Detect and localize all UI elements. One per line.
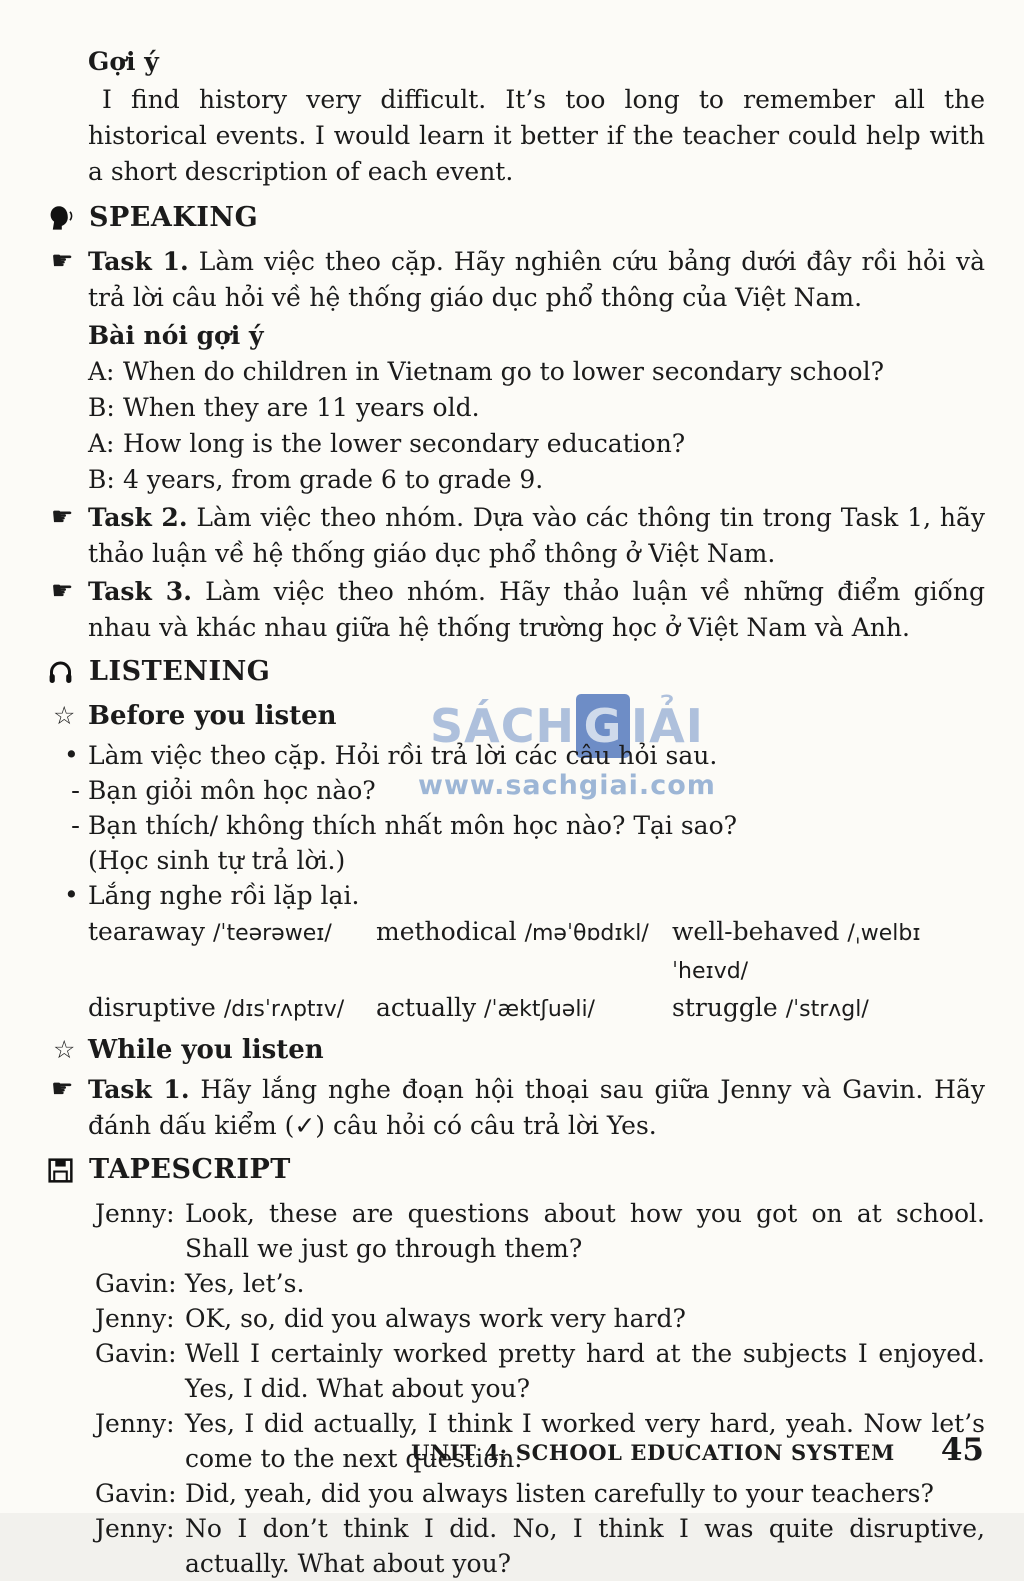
speaker-label: Gavin: [95, 1269, 177, 1298]
before-you-listen-label: Before you listen [88, 701, 337, 731]
bullet-item [64, 738, 985, 773]
bullet-icon: • [64, 740, 79, 769]
speech-text: Yes, I did actually, I think I worked very hard, yeah. Now let’s come to the next question. [185, 1409, 985, 1473]
sample-talk-heading: Bài nói gợi ý [88, 321, 264, 350]
watermark-boxed-letter: G [583, 699, 623, 753]
speaker-label: Jenny: [95, 1304, 175, 1333]
speaker-label: A: [88, 357, 115, 386]
vocab-ipa: /ˌwelbɪˈheɪvd/ [672, 921, 921, 984]
speaking-task-3 [51, 574, 986, 646]
watermark-text-left: SÁCH [430, 699, 576, 753]
vocab-word: methodical [376, 917, 517, 946]
sample-dialogue-line [88, 354, 985, 390]
page-footer [0, 1432, 984, 1468]
vocabulary-grid [88, 914, 985, 1028]
listening-title: LISTENING [89, 656, 271, 687]
speech-text: Yes, let’s. [185, 1269, 305, 1298]
dash-text: Bạn giỏi môn học nào? [88, 776, 376, 805]
before-you-listen-heading [53, 698, 985, 734]
speech-text: Well I certainly worked pretty hard at the subjects I enjoyed. Yes, I did. What about you? [185, 1339, 985, 1403]
note-text: (Học sinh tự trả lời.) [88, 846, 346, 875]
speaker-label: Jenny: [95, 1514, 175, 1543]
teacher-note [88, 843, 985, 878]
speaker-label: Gavin: [95, 1479, 177, 1508]
tapescript-line [95, 1266, 985, 1301]
bullet-text: Lắng nghe rồi lặp lại. [88, 881, 360, 910]
bullet-icon: • [64, 880, 79, 909]
speech-text: Did, yeah, did you always listen carefully to your teachers? [185, 1479, 934, 1508]
tapescript-line [95, 1301, 985, 1336]
task-text: Hãy lắng nghe đoạn hội thoại sau giữa Jenny và Gavin. Hãy đánh dấu kiểm (✓) câu hỏi có câu trả lời Yes. [88, 1075, 985, 1140]
vocab-ipa: /ˈteərəweɪ/ [212, 921, 332, 946]
task-label: Task 2. [88, 503, 188, 532]
speaker-label: Jenny: [95, 1199, 175, 1228]
task-label: Task 1. [88, 1075, 190, 1104]
vocab-entry [88, 914, 376, 990]
speaking-task-1 [51, 244, 986, 316]
speech-text: OK, so, did you always work very hard? [185, 1304, 686, 1333]
vocab-ipa: /ˈæktʃuəli/ [484, 997, 595, 1022]
speech-text: When they are 11 years old. [123, 393, 480, 422]
vocab-word: well-behaved [672, 917, 840, 946]
tapescript-title: TAPESCRIPT [89, 1154, 291, 1185]
watermark-text-right: IẢI [631, 699, 704, 753]
speaking-task-2 [51, 500, 986, 572]
speaking-head-icon [47, 205, 74, 232]
while-you-listen-heading [53, 1032, 985, 1068]
headphones-icon [47, 659, 74, 686]
tapescript-line [95, 1196, 985, 1266]
vocab-word: disruptive [88, 993, 216, 1022]
vocab-ipa: /dɪsˈrʌptɪv/ [223, 997, 345, 1022]
speech-text: No I don’t think I did. No, I think I was quite disruptive, actually. What about you? [185, 1514, 985, 1578]
vocab-ipa: /ˈstrʌgl/ [785, 997, 869, 1022]
task-text: Làm việc theo nhóm. Dựa vào các thông tin trong Task 1, hãy thảo luận về hệ thống giáo dục phổ thông ở Việt Nam. [88, 503, 986, 568]
vocab-word: actually [376, 993, 477, 1022]
tapescript-section-heading [47, 1152, 985, 1188]
listening-section-heading [47, 654, 985, 690]
star-icon: ☆ [53, 701, 76, 730]
tapescript-line [95, 1511, 985, 1581]
pointing-hand-icon: ☛ [51, 246, 74, 275]
tape-disk-icon [47, 1157, 74, 1184]
speaking-section-heading [47, 200, 985, 236]
dash-icon: - [71, 811, 81, 840]
sample-dialogue-line [88, 390, 985, 426]
tapescript-line [95, 1476, 985, 1511]
speaker-label: B: [88, 465, 115, 494]
speaking-title: SPEAKING [89, 202, 259, 233]
speech-text: How long is the lower secondary education? [123, 429, 686, 458]
footer-unit-title: UNIT 4: SCHOOL EDUCATION SYSTEM [411, 1440, 895, 1465]
sample-dialogue-line [88, 462, 985, 498]
goiy-heading: Gợi ý [88, 47, 159, 76]
bullet-item [64, 878, 985, 913]
watermark-url: www.sachgiai.com [418, 770, 716, 801]
speech-text: When do children in Vietnam go to lower secondary school? [123, 357, 885, 386]
listening-task-1 [51, 1072, 985, 1144]
sample-dialogue-line [88, 426, 985, 462]
pointing-hand-icon: ☛ [51, 576, 74, 605]
vocab-word: tearaway [88, 917, 206, 946]
dash-icon: - [71, 776, 81, 805]
speech-text: 4 years, from grade 6 to grade 9. [123, 465, 544, 494]
goiy-paragraph: I find history very difficult. It’s too long to remember all the historical events. I would learn it better if the teacher could help with a short description of each event. [88, 85, 985, 186]
pointing-hand-icon: ☛ [51, 502, 74, 531]
vocab-entry [88, 990, 376, 1028]
speech-text: Look, these are questions about how you got on at school. Shall we just go through them? [185, 1199, 985, 1263]
page-number: 45 [940, 1432, 984, 1468]
speaker-label: A: [88, 429, 115, 458]
dash-item [71, 773, 985, 808]
task-text: Làm việc theo cặp. Hãy nghiên cứu bảng dưới đây rồi hỏi và trả lời câu hỏi về hệ thống giáo dục phổ thông của Việt Nam. [88, 247, 986, 312]
vocab-word: struggle [672, 993, 778, 1022]
while-you-listen-label: While you listen [88, 1035, 324, 1065]
vocab-entry [672, 990, 985, 1028]
vocab-entry [672, 914, 985, 990]
dash-text: Bạn thích/ không thích nhất môn học nào? Tại sao? [88, 811, 738, 840]
speaker-label: Jenny: [95, 1409, 175, 1438]
vocab-entry [376, 914, 672, 990]
star-icon: ☆ [53, 1035, 76, 1064]
tapescript-line [95, 1336, 985, 1406]
speaker-label: B: [88, 393, 115, 422]
dash-item [71, 808, 985, 843]
task-label: Task 1. [88, 247, 189, 276]
bullet-text: Làm việc theo cặp. Hỏi rồi trả lời các câu hỏi sau. [88, 741, 718, 770]
task-text: Làm việc theo nhóm. Hãy thảo luận về những điểm giống nhau và khác nhau giữa hệ thống trường học ở Việt Nam và Anh. [88, 577, 986, 642]
tapescript-dialogue [95, 1196, 985, 1581]
vocab-ipa: /məˈθɒdɪkl/ [524, 921, 649, 946]
task-label: Task 3. [88, 577, 192, 606]
speaker-label: Gavin: [95, 1339, 177, 1368]
vocab-entry [376, 990, 672, 1028]
pointing-hand-icon: ☛ [51, 1074, 74, 1103]
